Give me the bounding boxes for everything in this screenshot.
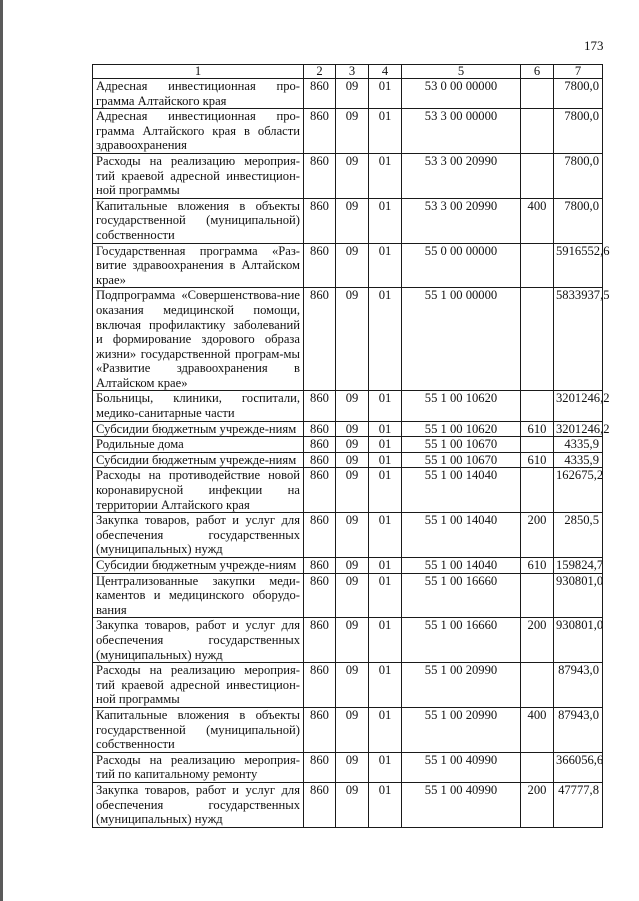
amount-cell: 4335,9 (554, 452, 603, 468)
header-cell: 7 (554, 65, 603, 79)
subsection-code-cell: 01 (369, 437, 402, 453)
table-row (93, 243, 603, 288)
table-row (93, 513, 603, 558)
row-name-cell: Расходы на реализацию мероприя-тий краевой адресной инвестицион-ной программы (93, 663, 304, 708)
section-code-cell: 09 (336, 288, 369, 391)
table-row (93, 109, 603, 154)
subsection-code-cell: 01 (369, 391, 402, 421)
amount-cell: 159824,7 (554, 558, 603, 574)
target-article-cell: 55 1 00 14040 (402, 513, 521, 558)
target-article-cell: 55 1 00 10670 (402, 452, 521, 468)
header-cell: 2 (304, 65, 336, 79)
row-name-cell: Закупка товаров, работ и услуг для обеспечения государственных (муниципальных) нужд (93, 618, 304, 663)
target-article-cell: 55 1 00 10620 (402, 421, 521, 437)
amount-cell: 7800,0 (554, 153, 603, 198)
ministry-code-cell: 860 (304, 618, 336, 663)
expense-type-cell (521, 153, 554, 198)
target-article-cell: 55 1 00 20990 (402, 663, 521, 708)
subsection-code-cell: 01 (369, 243, 402, 288)
table-row (93, 618, 603, 663)
amount-cell: 162675,2 (554, 468, 603, 513)
table-row (93, 391, 603, 421)
expense-type-cell (521, 437, 554, 453)
table-row (93, 421, 603, 437)
ministry-code-cell: 860 (304, 468, 336, 513)
expense-type-cell: 610 (521, 452, 554, 468)
target-article-cell: 55 0 00 00000 (402, 243, 521, 288)
section-code-cell: 09 (336, 707, 369, 752)
row-name-cell: Адресная инвестиционная про-грамма Алтайского края (93, 79, 304, 109)
ministry-code-cell: 860 (304, 573, 336, 618)
amount-cell: 4335,9 (554, 437, 603, 453)
ministry-code-cell: 860 (304, 109, 336, 154)
ministry-code-cell: 860 (304, 153, 336, 198)
subsection-code-cell: 01 (369, 198, 402, 243)
header-cell: 4 (369, 65, 402, 79)
expense-type-cell (521, 752, 554, 782)
amount-cell: 7800,0 (554, 198, 603, 243)
expense-type-cell: 200 (521, 782, 554, 827)
target-article-cell: 55 1 00 14040 (402, 558, 521, 574)
target-article-cell: 55 1 00 20990 (402, 707, 521, 752)
budget-table (92, 64, 610, 828)
subsection-code-cell: 01 (369, 513, 402, 558)
expense-type-cell (521, 288, 554, 391)
ministry-code-cell: 860 (304, 198, 336, 243)
row-name-cell: Родильные дома (93, 437, 304, 453)
row-name-cell: Государственная программа «Раз-витие здравоохранения в Алтайском крае» (93, 243, 304, 288)
header-cell: 5 (402, 65, 521, 79)
section-code-cell: 09 (336, 391, 369, 421)
subsection-code-cell: 01 (369, 558, 402, 574)
ministry-code-cell: 860 (304, 421, 336, 437)
table-row (93, 288, 603, 391)
row-name-cell: Субсидии бюджетным учрежде-ниям (93, 558, 304, 574)
amount-cell: 930801,0 (554, 618, 603, 663)
table-row (93, 437, 603, 453)
table-row (93, 198, 603, 243)
ministry-code-cell: 860 (304, 752, 336, 782)
page-number: 173 (584, 38, 604, 53)
ministry-code-cell: 860 (304, 437, 336, 453)
amount-cell: 366056,6 (554, 752, 603, 782)
row-name-cell: Субсидии бюджетным учрежде-ниям (93, 421, 304, 437)
expense-type-cell: 200 (521, 618, 554, 663)
target-article-cell: 55 1 00 40990 (402, 752, 521, 782)
ministry-code-cell: 860 (304, 558, 336, 574)
subsection-code-cell: 01 (369, 109, 402, 154)
row-name-cell: Расходы на реализацию мероприя-тий краевой адресной инвестицион-ной программы (93, 153, 304, 198)
subsection-code-cell: 01 (369, 663, 402, 708)
table-row (93, 153, 603, 198)
target-article-cell: 53 3 00 20990 (402, 153, 521, 198)
subsection-code-cell: 01 (369, 79, 402, 109)
table-row (93, 468, 603, 513)
expense-type-cell: 610 (521, 558, 554, 574)
section-code-cell: 09 (336, 782, 369, 827)
header-cell: 3 (336, 65, 369, 79)
amount-cell: 5833937,5 (554, 288, 603, 391)
expense-type-cell: 400 (521, 198, 554, 243)
target-article-cell: 55 1 00 14040 (402, 468, 521, 513)
expense-type-cell (521, 573, 554, 618)
header-row (93, 65, 603, 79)
expense-type-cell (521, 243, 554, 288)
subsection-code-cell: 01 (369, 573, 402, 618)
section-code-cell: 09 (336, 198, 369, 243)
expense-type-cell (521, 391, 554, 421)
ministry-code-cell: 860 (304, 707, 336, 752)
ministry-code-cell: 860 (304, 782, 336, 827)
subsection-code-cell: 01 (369, 288, 402, 391)
amount-cell: 5916552,6 (554, 243, 603, 288)
target-article-cell: 55 1 00 10670 (402, 437, 521, 453)
expense-type-cell (521, 663, 554, 708)
expense-type-cell: 200 (521, 513, 554, 558)
table-row (93, 782, 603, 827)
ministry-code-cell: 860 (304, 243, 336, 288)
ministry-code-cell: 860 (304, 288, 336, 391)
amount-cell: 7800,0 (554, 79, 603, 109)
table-row (93, 573, 603, 618)
amount-cell: 930801,0 (554, 573, 603, 618)
table-row (93, 558, 603, 574)
row-name-cell: Капитальные вложения в объекты государственной (муниципальной) собственности (93, 707, 304, 752)
target-article-cell: 53 3 00 00000 (402, 109, 521, 154)
subsection-code-cell: 01 (369, 421, 402, 437)
row-name-cell: Централизованные закупки меди-каментов и медицинского оборудо-вания (93, 573, 304, 618)
row-name-cell: Адресная инвестиционная про-грамма Алтайского края в области здравоохранения (93, 109, 304, 154)
scan-edge (0, 0, 3, 901)
amount-cell: 87943,0 (554, 663, 603, 708)
ministry-code-cell: 860 (304, 513, 336, 558)
ministry-code-cell: 860 (304, 391, 336, 421)
target-article-cell: 53 0 00 00000 (402, 79, 521, 109)
table-row (93, 663, 603, 708)
expense-type-cell: 610 (521, 421, 554, 437)
subsection-code-cell: 01 (369, 452, 402, 468)
section-code-cell: 09 (336, 468, 369, 513)
section-code-cell: 09 (336, 452, 369, 468)
subsection-code-cell: 01 (369, 468, 402, 513)
row-name-cell: Подпрограмма «Совершенствова-ние оказания медицинской помощи, включая профилактику заболеваний и формирование здорового образа жизни» государственной програм-мы «Развитие здравоохранения в Алтайском крае» (93, 288, 304, 391)
target-article-cell: 55 1 00 00000 (402, 288, 521, 391)
row-name-cell: Больницы, клиники, госпитали, медико-санитарные части (93, 391, 304, 421)
amount-cell: 87943,0 (554, 707, 603, 752)
row-name-cell: Субсидии бюджетным учрежде-ниям (93, 452, 304, 468)
ministry-code-cell: 860 (304, 663, 336, 708)
section-code-cell: 09 (336, 79, 369, 109)
section-code-cell: 09 (336, 752, 369, 782)
table-row (93, 79, 603, 109)
section-code-cell: 09 (336, 573, 369, 618)
expense-type-cell (521, 468, 554, 513)
header-cell: 6 (521, 65, 554, 79)
header-cell: 1 (93, 65, 304, 79)
subsection-code-cell: 01 (369, 618, 402, 663)
expense-type-cell: 400 (521, 707, 554, 752)
row-name-cell: Расходы на противодействие новой коронавирусной инфекции на территории Алтайского края (93, 468, 304, 513)
section-code-cell: 09 (336, 437, 369, 453)
expense-type-cell (521, 79, 554, 109)
section-code-cell: 09 (336, 663, 369, 708)
table-row (93, 452, 603, 468)
section-code-cell: 09 (336, 558, 369, 574)
expense-type-cell (521, 109, 554, 154)
target-article-cell: 55 1 00 10620 (402, 391, 521, 421)
subsection-code-cell: 01 (369, 752, 402, 782)
target-article-cell: 53 3 00 20990 (402, 198, 521, 243)
section-code-cell: 09 (336, 513, 369, 558)
amount-cell: 3201246,2 (554, 421, 603, 437)
ministry-code-cell: 860 (304, 452, 336, 468)
subsection-code-cell: 01 (369, 707, 402, 752)
subsection-code-cell: 01 (369, 153, 402, 198)
section-code-cell: 09 (336, 153, 369, 198)
row-name-cell: Расходы на реализацию мероприя-тий по капитальному ремонту (93, 752, 304, 782)
row-name-cell: Закупка товаров, работ и услуг для обеспечения государственных (муниципальных) нужд (93, 513, 304, 558)
target-article-cell: 55 1 00 16660 (402, 618, 521, 663)
amount-cell: 47777,8 (554, 782, 603, 827)
amount-cell: 3201246,2 (554, 391, 603, 421)
section-code-cell: 09 (336, 421, 369, 437)
subsection-code-cell: 01 (369, 782, 402, 827)
section-code-cell: 09 (336, 618, 369, 663)
row-name-cell: Закупка товаров, работ и услуг для обеспечения государственных (муниципальных) нужд (93, 782, 304, 827)
section-code-cell: 09 (336, 243, 369, 288)
target-article-cell: 55 1 00 40990 (402, 782, 521, 827)
amount-cell: 2850,5 (554, 513, 603, 558)
table-row (93, 707, 603, 752)
section-code-cell: 09 (336, 109, 369, 154)
target-article-cell: 55 1 00 16660 (402, 573, 521, 618)
ministry-code-cell: 860 (304, 79, 336, 109)
table-row (93, 752, 603, 782)
amount-cell: 7800,0 (554, 109, 603, 154)
row-name-cell: Капитальные вложения в объекты государственной (муниципальной) собственности (93, 198, 304, 243)
